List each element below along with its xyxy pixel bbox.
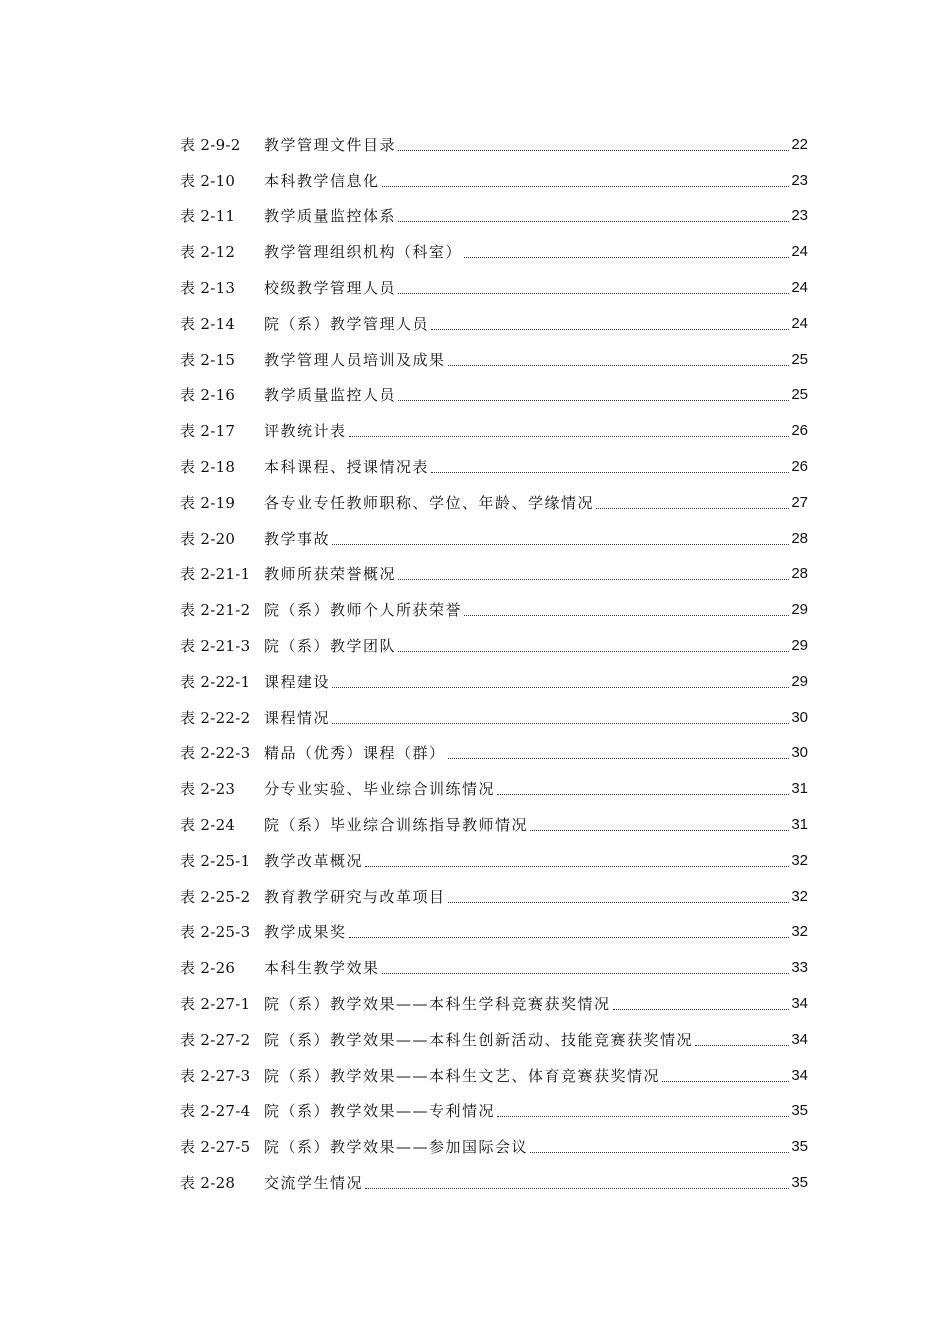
toc-entry-page: 31 bbox=[791, 780, 808, 798]
toc-entry-title: 教学质量监控人员 bbox=[264, 386, 397, 405]
toc-entry-page: 32 bbox=[791, 923, 808, 941]
toc-entry-title: 本科课程、授课情况表 bbox=[264, 457, 430, 476]
toc-entry[interactable] bbox=[180, 800, 808, 836]
dot-leader bbox=[464, 615, 789, 616]
toc-entry-title: 教学成果奖 bbox=[264, 923, 347, 942]
toc-entry-number: 表 2-27-2 bbox=[180, 1030, 251, 1049]
toc-entry[interactable] bbox=[180, 872, 808, 908]
toc-entry-page: 29 bbox=[791, 636, 808, 654]
toc-entry-page: 35 bbox=[791, 1102, 808, 1120]
dot-leader bbox=[332, 544, 789, 545]
toc-entry[interactable] bbox=[180, 1051, 808, 1087]
toc-entry-number: 表 2-21-1 bbox=[180, 565, 251, 584]
dot-leader bbox=[365, 866, 789, 867]
toc-entry-title: 教学改革概况 bbox=[264, 851, 364, 870]
dot-leader bbox=[398, 293, 789, 294]
toc-entry-number: 表 2-12 bbox=[180, 243, 236, 262]
toc-entry-page: 32 bbox=[791, 851, 808, 869]
toc-entry-title: 教育教学研究与改革项目 bbox=[264, 887, 446, 906]
toc-entry-page: 34 bbox=[791, 994, 808, 1012]
toc-entry[interactable] bbox=[180, 657, 808, 693]
toc-entry-page: 25 bbox=[791, 386, 808, 404]
toc-entry[interactable] bbox=[180, 1015, 808, 1051]
toc-entry-page: 27 bbox=[791, 493, 808, 511]
dot-leader bbox=[382, 973, 790, 974]
dot-leader bbox=[398, 651, 789, 652]
toc-entry[interactable] bbox=[180, 299, 808, 335]
toc-entry[interactable] bbox=[180, 908, 808, 944]
toc-entry-number: 表 2-15 bbox=[180, 350, 236, 369]
dot-leader bbox=[613, 1009, 790, 1010]
dot-leader bbox=[695, 1045, 789, 1046]
toc-entry-title: 本科教学信息化 bbox=[264, 171, 380, 190]
toc-entry-page: 30 bbox=[791, 708, 808, 726]
toc-entry[interactable] bbox=[180, 406, 808, 442]
toc-entry[interactable] bbox=[180, 120, 808, 156]
toc-entry-number: 表 2-21-2 bbox=[180, 601, 251, 620]
toc-entry-page: 30 bbox=[791, 744, 808, 762]
toc-entry-title: 院（系）教学效果——专利情况 bbox=[264, 1102, 496, 1121]
toc-entry[interactable] bbox=[180, 943, 808, 979]
toc-entry-page: 31 bbox=[791, 815, 808, 833]
toc-entry-number: 表 2-27-4 bbox=[180, 1102, 251, 1121]
toc-entry-page: 32 bbox=[791, 887, 808, 905]
toc-entry[interactable] bbox=[180, 227, 808, 263]
toc-entry-number: 表 2-22-3 bbox=[180, 744, 251, 763]
dot-leader bbox=[332, 687, 789, 688]
toc-entry-title: 课程情况 bbox=[264, 708, 331, 727]
toc-entry-number: 表 2-22-2 bbox=[180, 708, 251, 727]
toc-entry[interactable] bbox=[180, 550, 808, 586]
toc-entry-number: 表 2-26 bbox=[180, 959, 236, 978]
toc-entry-title: 院（系）教学管理人员 bbox=[264, 314, 430, 333]
toc-entry[interactable] bbox=[180, 764, 808, 800]
toc-entry[interactable] bbox=[180, 979, 808, 1015]
toc-entry-title: 教学管理组织机构（科室） bbox=[264, 243, 463, 262]
toc-entry[interactable] bbox=[180, 729, 808, 765]
toc-entry-number: 表 2-24 bbox=[180, 815, 236, 834]
toc-entry-number: 表 2-21-3 bbox=[180, 636, 251, 655]
toc-entry-number: 表 2-19 bbox=[180, 493, 236, 512]
dot-leader bbox=[398, 579, 789, 580]
toc-entry-number: 表 2-13 bbox=[180, 278, 236, 297]
toc-entry[interactable] bbox=[180, 335, 808, 371]
toc-entry-title: 院（系）毕业综合训练指导教师情况 bbox=[264, 815, 529, 834]
toc-entry-page: 29 bbox=[791, 672, 808, 690]
toc-entry-number: 表 2-14 bbox=[180, 314, 236, 333]
dot-leader bbox=[464, 257, 789, 258]
dot-leader bbox=[530, 830, 789, 831]
toc-entry-title: 教学管理人员培训及成果 bbox=[264, 350, 446, 369]
toc-entry-title: 教学事故 bbox=[264, 529, 331, 548]
toc-entry-page: 24 bbox=[791, 314, 808, 332]
toc-entry[interactable] bbox=[180, 263, 808, 299]
toc-entry-title: 交流学生情况 bbox=[264, 1173, 364, 1192]
toc-entry-number: 表 2-28 bbox=[180, 1173, 236, 1192]
toc-entry-number: 表 2-18 bbox=[180, 457, 236, 476]
toc-entry-title: 精品（优秀）课程（群） bbox=[264, 744, 446, 763]
dot-leader bbox=[596, 508, 789, 509]
toc-entry-title: 校级教学管理人员 bbox=[264, 278, 397, 297]
toc-entry[interactable] bbox=[180, 1122, 808, 1158]
toc-entry-page: 23 bbox=[791, 207, 808, 225]
toc-entry-title: 教学管理文件目录 bbox=[264, 135, 397, 154]
toc-entry-number: 表 2-25-2 bbox=[180, 887, 251, 906]
toc-entry-page: 25 bbox=[791, 350, 808, 368]
toc-entry-number: 表 2-10 bbox=[180, 171, 236, 190]
toc-entry[interactable] bbox=[180, 156, 808, 192]
dot-leader bbox=[448, 902, 790, 903]
toc-entry-page: 24 bbox=[791, 278, 808, 296]
dot-leader bbox=[431, 329, 789, 330]
toc-entry-number: 表 2-27-3 bbox=[180, 1066, 251, 1085]
toc-entry[interactable] bbox=[180, 693, 808, 729]
toc-entry-title: 院（系）教学效果——参加国际会议 bbox=[264, 1138, 529, 1157]
toc-entry[interactable] bbox=[180, 192, 808, 228]
dot-leader bbox=[497, 1116, 789, 1117]
toc-entry-number: 表 2-11 bbox=[180, 207, 236, 226]
toc-entry[interactable] bbox=[180, 585, 808, 621]
toc-entry-page: 34 bbox=[791, 1066, 808, 1084]
toc-entry-title: 各专业专任教师职称、学位、年龄、学缘情况 bbox=[264, 493, 595, 512]
toc-entry[interactable] bbox=[180, 1158, 808, 1194]
dot-leader bbox=[431, 472, 789, 473]
toc-entry-number: 表 2-27-1 bbox=[180, 994, 251, 1013]
toc-entry-title: 本科生教学效果 bbox=[264, 959, 380, 978]
dot-leader bbox=[332, 723, 789, 724]
toc-entry-page: 26 bbox=[791, 422, 808, 440]
dot-leader bbox=[662, 1081, 789, 1082]
dot-leader bbox=[497, 794, 789, 795]
toc-entry[interactable] bbox=[180, 621, 808, 657]
toc-entry-title: 院（系）教学效果——本科生文艺、体育竞赛获奖情况 bbox=[264, 1066, 661, 1085]
dot-leader bbox=[448, 365, 790, 366]
dot-leader bbox=[398, 221, 789, 222]
toc-entry-page: 26 bbox=[791, 457, 808, 475]
toc-entry-title: 分专业实验、毕业综合训练情况 bbox=[264, 780, 496, 799]
dot-leader bbox=[398, 150, 789, 151]
dot-leader bbox=[349, 436, 790, 437]
dot-leader bbox=[530, 1152, 789, 1153]
toc-entry[interactable] bbox=[180, 514, 808, 550]
toc-entry-number: 表 2-27-5 bbox=[180, 1138, 251, 1157]
toc-entry-title: 教师所获荣誉概况 bbox=[264, 565, 397, 584]
toc-entry-number: 表 2-9-2 bbox=[180, 135, 241, 154]
toc-entry[interactable] bbox=[180, 478, 808, 514]
dot-leader bbox=[365, 1188, 789, 1189]
toc-entry-page: 29 bbox=[791, 601, 808, 619]
toc-entry[interactable] bbox=[180, 1087, 808, 1123]
toc-entry-page: 35 bbox=[791, 1138, 808, 1156]
toc-entry-page: 22 bbox=[791, 135, 808, 153]
toc-entry-page: 23 bbox=[791, 171, 808, 189]
toc-entry[interactable] bbox=[180, 836, 808, 872]
toc-entry[interactable] bbox=[180, 442, 808, 478]
toc-entry-title: 院（系）教学效果——本科生学科竞赛获奖情况 bbox=[264, 994, 611, 1013]
toc-entry-page: 35 bbox=[791, 1173, 808, 1191]
toc-entry-title: 评教统计表 bbox=[264, 422, 347, 441]
toc-entry-number: 表 2-25-1 bbox=[180, 851, 251, 870]
toc-entry-page: 33 bbox=[791, 959, 808, 977]
toc-entry-number: 表 2-20 bbox=[180, 529, 236, 548]
toc-entry-number: 表 2-25-3 bbox=[180, 923, 251, 942]
toc-entry-title: 院（系）教学团队 bbox=[264, 636, 397, 655]
dot-leader bbox=[349, 937, 790, 938]
dot-leader bbox=[448, 758, 790, 759]
dot-leader bbox=[382, 186, 790, 187]
toc-entry-page: 28 bbox=[791, 565, 808, 583]
toc-entry-page: 34 bbox=[791, 1030, 808, 1048]
toc-entry-page: 28 bbox=[791, 529, 808, 547]
dot-leader bbox=[398, 400, 789, 401]
toc-entry-title: 院（系）教师个人所获荣誉 bbox=[264, 601, 463, 620]
toc-entry-title: 院（系）教学效果——本科生创新活动、技能竞赛获奖情况 bbox=[264, 1030, 694, 1049]
toc-entry[interactable] bbox=[180, 371, 808, 407]
toc-entry-title: 课程建设 bbox=[264, 672, 331, 691]
table-of-contents bbox=[180, 120, 808, 1194]
toc-entry-number: 表 2-23 bbox=[180, 780, 236, 799]
toc-entry-title: 教学质量监控体系 bbox=[264, 207, 397, 226]
toc-entry-number: 表 2-22-1 bbox=[180, 672, 251, 691]
toc-entry-number: 表 2-17 bbox=[180, 422, 236, 441]
toc-entry-number: 表 2-16 bbox=[180, 386, 236, 405]
toc-entry-page: 24 bbox=[791, 243, 808, 261]
